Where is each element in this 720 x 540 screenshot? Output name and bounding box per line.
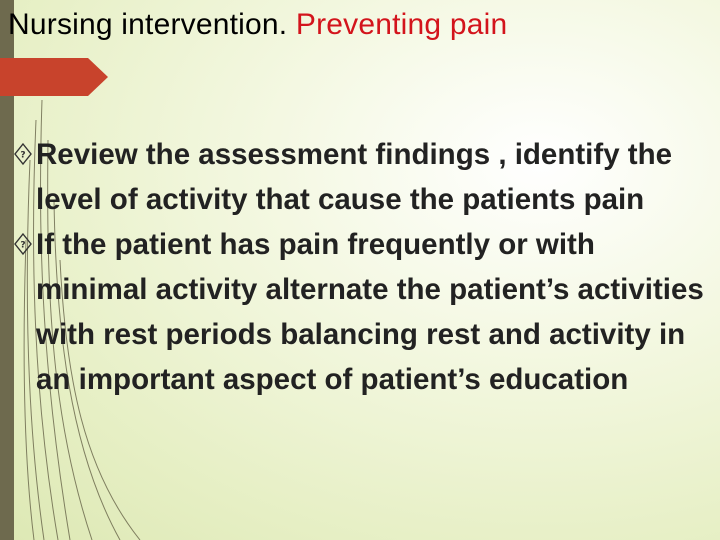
title-main: Nursing intervention. <box>8 8 288 41</box>
svg-text:?: ? <box>20 150 26 161</box>
bullet-item <box>14 132 714 222</box>
diamond-bullet-icon <box>14 232 32 256</box>
title-accent: Preventing pain <box>295 8 508 41</box>
bullet-text: Review the assessment findings , identify the level of activity that cause the patients pain <box>36 138 673 216</box>
svg-text:?: ? <box>20 240 26 251</box>
title-tab-shape <box>0 58 108 96</box>
bullet-item <box>14 222 714 402</box>
slide-title <box>8 8 507 42</box>
diamond-bullet-icon <box>14 142 32 166</box>
bullet-text: If the patient has pain frequently or with minimal activity alternate the patient’s activities with rest periods balancing rest and activity in an important aspect of patient’s education <box>36 228 704 396</box>
bullet-list <box>14 132 714 402</box>
